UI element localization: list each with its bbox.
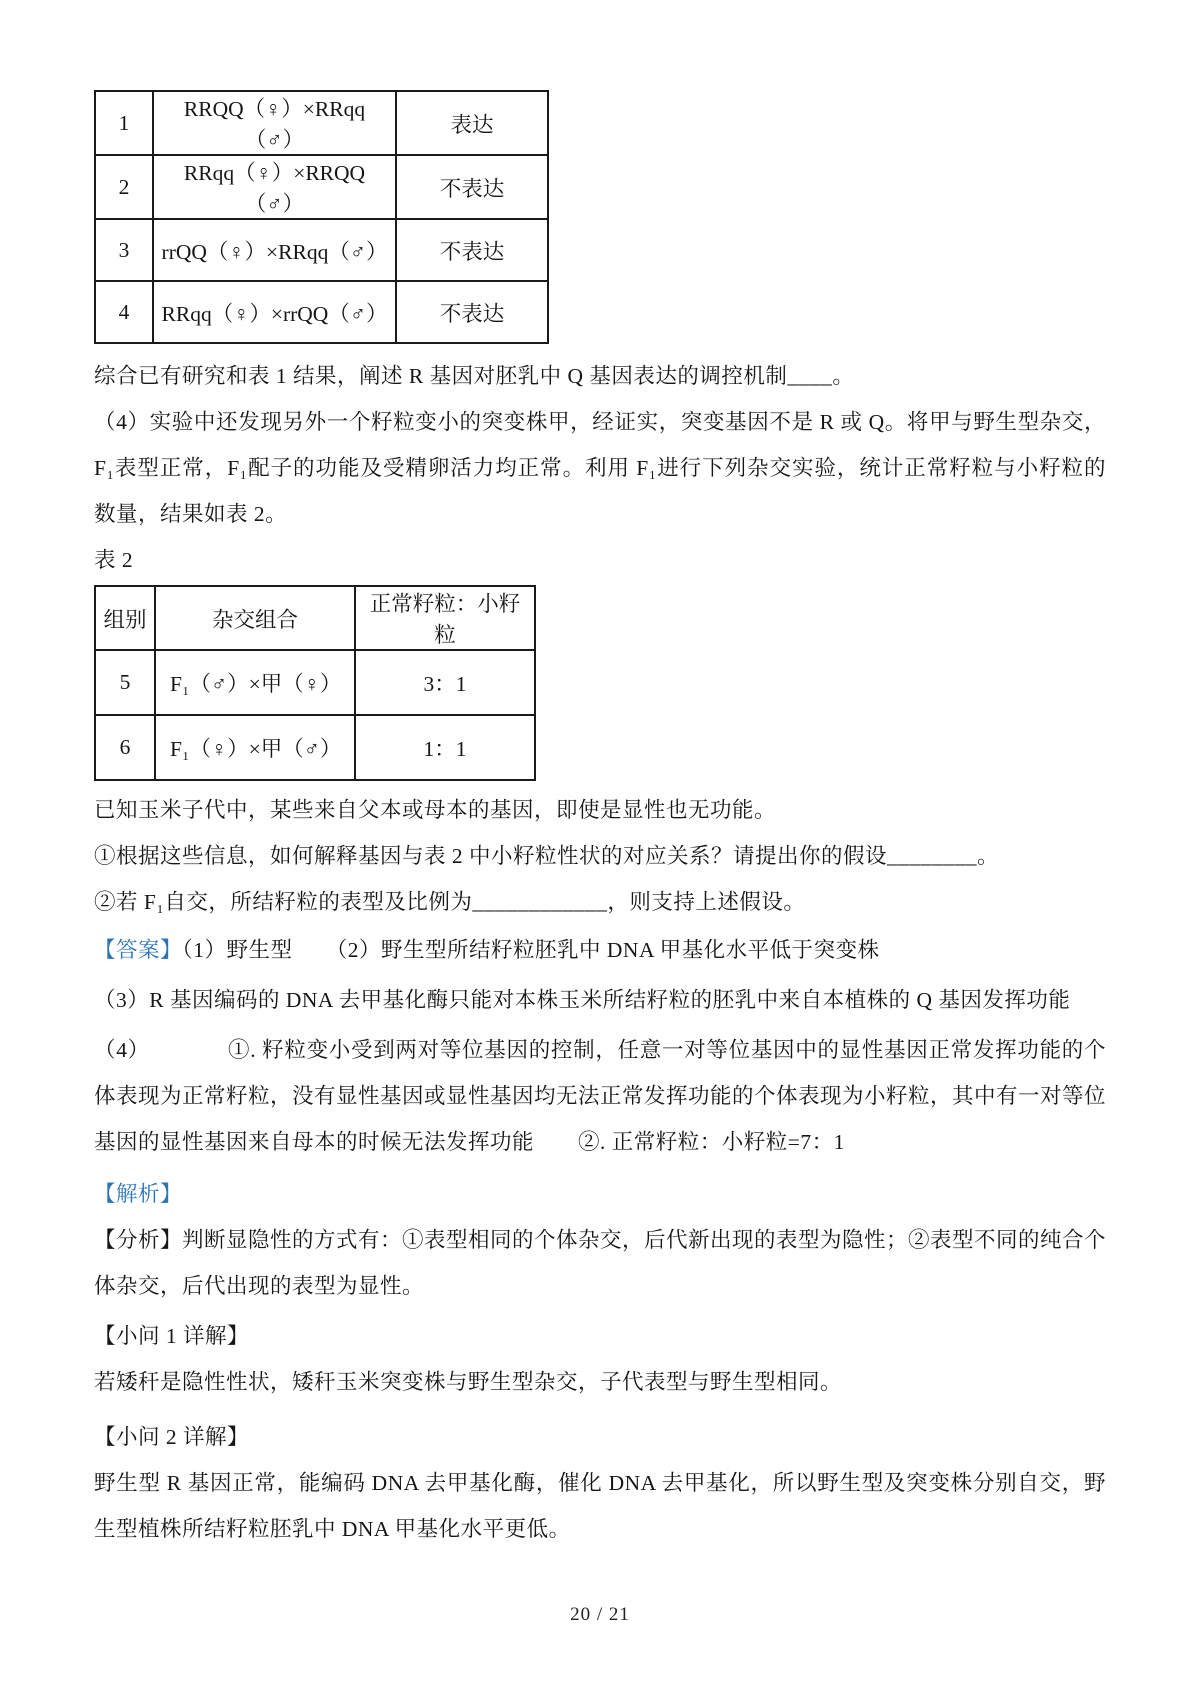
question-part4-intro: （4）实验中还发现另外一个籽粒变小的突变株甲，经证实，突变基因不是 R 或 Q。将甲与野生型杂交，F₁表型正常，F₁配子的功能及受精卵活力均正常。利用 F₁进行下列杂交实验，统计正常籽粒与小籽粒的数量，结果如表 2。 [94,410,1106,526]
analysis-q1-heading: 【小问 1 详解】 [94,1324,250,1348]
question-known-fact: 已知玉米子代中，某些来自父本或母本的基因，即使是显性也无功能。 [94,798,777,822]
table-row [95,91,548,155]
table-row [95,650,535,715]
table-row [95,155,548,219]
table1-expression-result: 不表达 [396,219,548,281]
page-content [94,90,1106,1552]
table-row [95,219,548,281]
question-mechanism-line: 综合已有研究和表 1 结果，阐述 R 基因对胚乳中 Q 基因表达的调控机制____。 [94,364,855,388]
answer-line-1 [94,927,1106,973]
answer-part-3: （3）R 基因编码的 DNA 去甲基化酶只能对本株玉米所结籽粒的胚乳中来自本植株的 Q 基因发挥功能 [94,988,1071,1012]
answer-part-4: （4） ①. 籽粒变小受到两对等位基因的控制，任意一对等位基因中的显性基因正常发挥功能的个体表现为正常籽粒，没有显性基因或显性基因均无法正常发挥功能的个体表现为小籽粒，其中有一对等位基因的显性基因来自母本的时候无法发挥功能 ②. 正常籽粒：小籽粒=7：1 [94,1038,1107,1154]
table2-group-number: 5 [95,650,155,715]
table-2-caption: 表 2 [94,548,134,572]
table1-expression-result: 不表达 [396,155,548,219]
table1-cross-combination: RRqq（♀）×RRQQ（♂） [153,155,396,219]
answer-parts-1-2: （1）野生型 （2）野生型所结籽粒胚乳中 DNA 甲基化水平低于突变株 [182,938,880,962]
table2-seed-ratio: 3：1 [355,650,535,715]
table1-cross-combination: rrQQ（♀）×RRqq（♂） [153,219,396,281]
table-row [95,281,548,343]
analysis-q1-body: 若矮秆是隐性性状，矮秆玉米突变株与野生型杂交，子代表型与野生型相同。 [94,1370,843,1394]
page-number: 20 / 21 [570,1604,630,1625]
table-2-seed-ratio [94,585,536,781]
table1-expression-result: 表达 [396,91,548,155]
analysis-q2-body: 野生型 R 基因正常，能编码 DNA 去甲基化酶，催化 DNA 去甲基化，所以野生型及突变株分别自交，野生型植株所结籽粒胚乳中 DNA 甲基化水平更低。 [94,1471,1106,1541]
table1-group-number: 2 [95,155,153,219]
table1-group-number: 1 [95,91,153,155]
table1-group-number: 3 [95,219,153,281]
table1-group-number: 4 [95,281,153,343]
analysis-q2-heading: 【小问 2 详解】 [94,1425,250,1449]
table2-cross-combination: F₁（♀）×甲（♂） [155,715,355,780]
table2-cross-combination: F₁（♂）×甲（♀） [155,650,355,715]
analysis-overview: 【分析】判断显隐性的方式有：①表型相同的个体杂交，后代新出现的表型为隐性；②表型不同的纯合个体杂交，后代出现的表型为显性。 [94,1228,1107,1298]
table2-header-ratio: 正常籽粒：小籽粒 [355,586,535,650]
table2-header-group: 组别 [95,586,155,650]
table2-header-cross: 杂交组合 [155,586,355,650]
analysis-label: 【解析】 [94,1182,183,1206]
table1-cross-combination: RRQQ（♀）×RRqq（♂） [153,91,396,155]
answer-label: 【答案】 [94,938,183,962]
table-row [95,715,535,780]
table2-seed-ratio: 1：1 [355,715,535,780]
question-subitem-1: ①根据这些信息，如何解释基因与表 2 中小籽粒性状的对应关系？请提出你的假设________。 [94,844,1000,868]
table-header-row [95,586,535,650]
table1-cross-combination: RRqq（♀）×rrQQ（♂） [153,281,396,343]
table1-expression-result: 不表达 [396,281,548,343]
table-1-cross-expression [94,90,549,344]
table2-group-number: 6 [95,715,155,780]
question-subitem-2: ②若 F₁自交，所结籽粒的表型及比例为____________，则支持上述假设。 [94,890,806,914]
